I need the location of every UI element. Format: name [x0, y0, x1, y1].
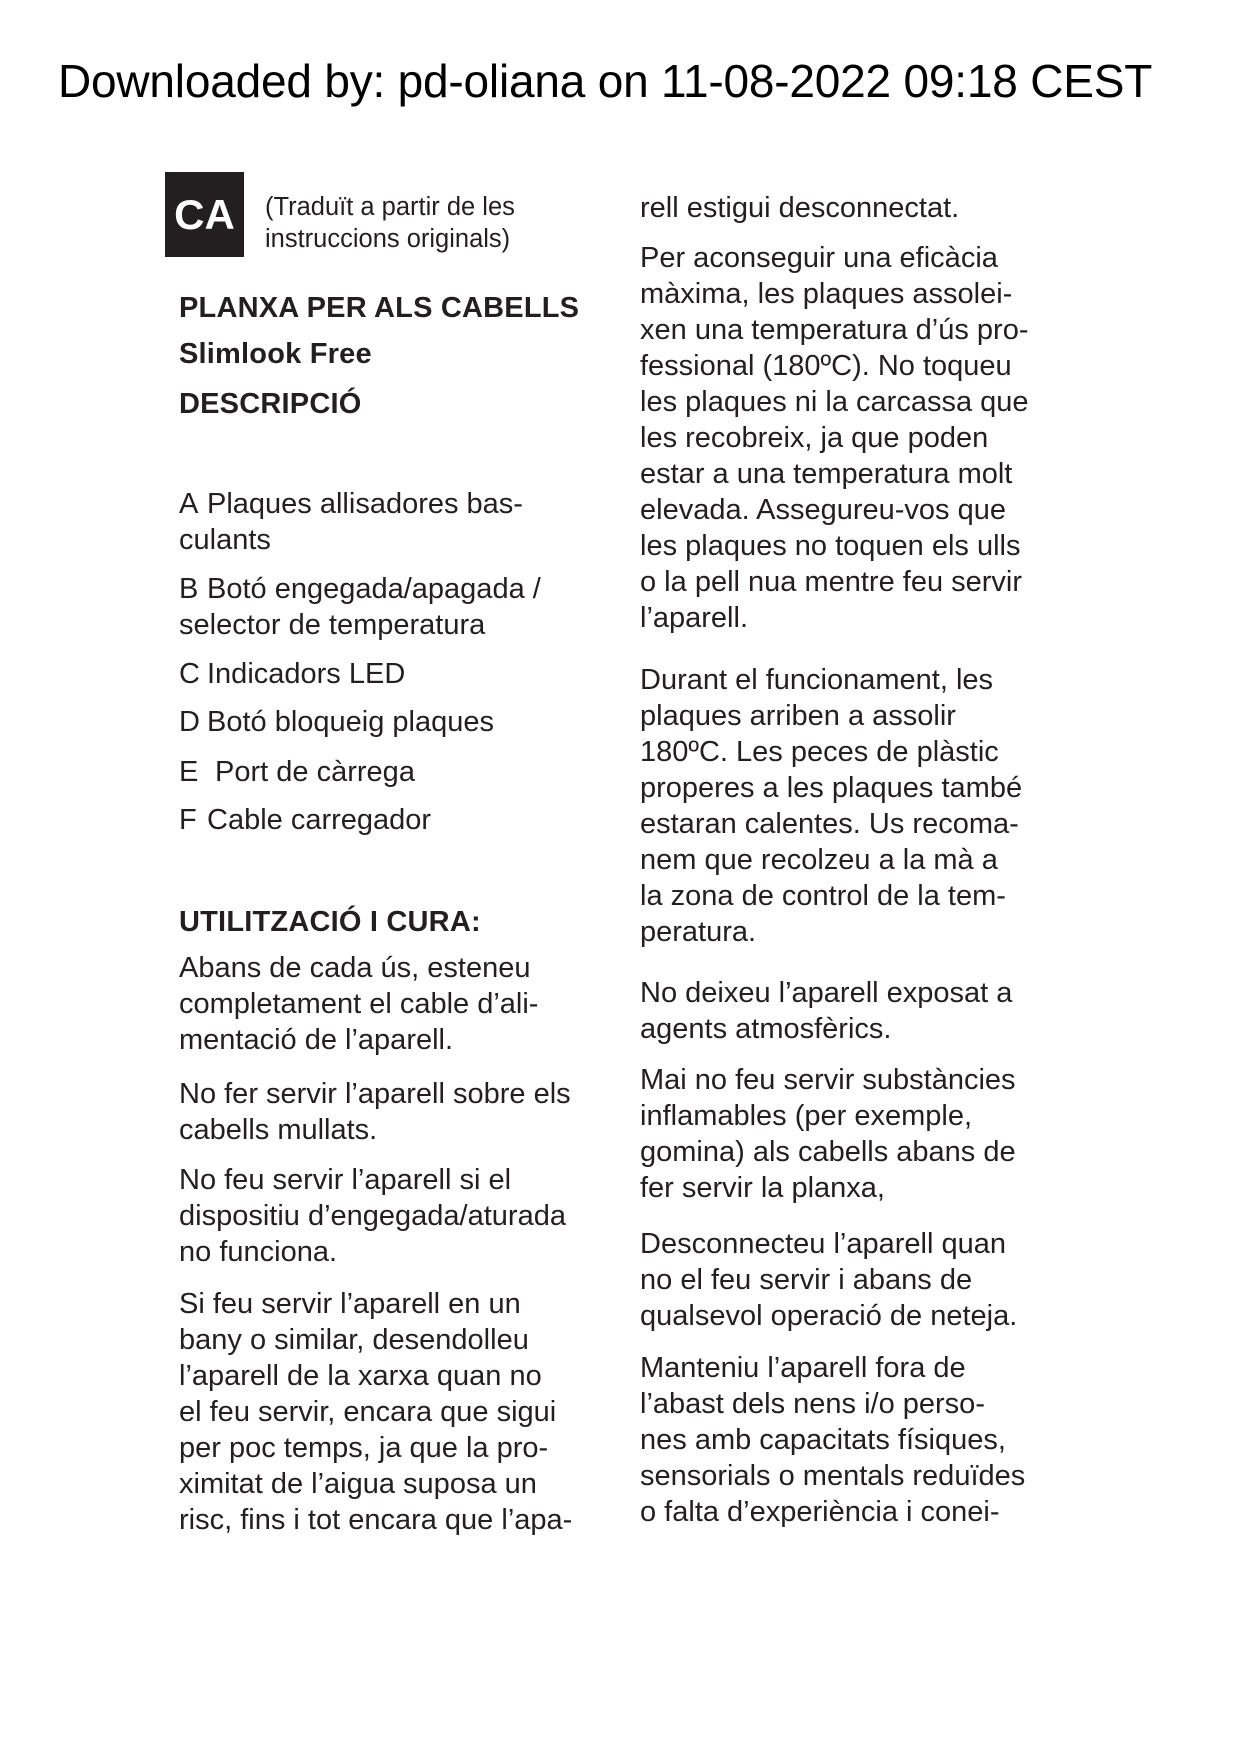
paragraph-line: risc, fins i tot encara que l’apa-: [179, 1504, 573, 1536]
paragraph-line: xen una temperatura d’ús pro-: [640, 314, 1029, 346]
usage-paragraph: [640, 1062, 1016, 1206]
description-item-a: [179, 486, 523, 558]
paragraph-line: o falta d’experiència i conei-: [640, 1496, 1000, 1528]
description-item-b: [179, 571, 541, 643]
paragraph-line: agents atmosfèrics.: [640, 1013, 892, 1045]
paragraph-line: gomina) als cabells abans de: [640, 1136, 1016, 1168]
paragraph-line: fer servir la planxa,: [640, 1172, 885, 1204]
usage-paragraph: [179, 1162, 566, 1270]
paragraph-line: dispositiu d’engegada/aturada: [179, 1200, 566, 1232]
paragraph-line: el feu servir, encara que sigui: [179, 1396, 557, 1428]
paragraph-line: No feu servir l’aparell si el: [179, 1164, 512, 1196]
paragraph-line: plaques arriben a assolir: [640, 700, 956, 732]
paragraph-line: bany o similar, desendolleu: [179, 1324, 529, 1356]
language-note-line: instruccions originals): [265, 225, 511, 253]
language-note-line: (Traduït a partir de les: [265, 193, 515, 221]
product-model: Slimlook Free: [179, 338, 372, 370]
paragraph-line: sensorials o mentals reduïdes: [640, 1460, 1026, 1492]
language-badge: CA: [165, 172, 244, 257]
item-letter: A: [179, 488, 199, 520]
paragraph-line: Desconnecteu l’aparell quan: [640, 1228, 1006, 1260]
paragraph-line: mentació de l’aparell.: [179, 1024, 454, 1056]
description-item-e: [179, 754, 415, 790]
usage-heading: UTILITZACIÓ I CURA:: [179, 906, 481, 938]
usage-paragraph: [640, 240, 1029, 636]
paragraph-line: Mai no feu servir substàncies: [640, 1064, 1016, 1096]
item-letter: B: [179, 573, 199, 605]
usage-paragraph: [640, 190, 959, 226]
paragraph-line: les plaques no toquen els ulls: [640, 530, 1021, 562]
paragraph-line: Abans de cada ús, esteneu: [179, 952, 531, 984]
item-letter: E: [179, 756, 199, 788]
paragraph-line: l’aparell.: [640, 602, 748, 634]
description-item-d: [179, 704, 494, 740]
item-text: selector de temperatura: [179, 609, 486, 641]
description-item-f: [179, 802, 431, 838]
paragraph-line: ximitat de l’aigua suposa un: [179, 1468, 537, 1500]
item-text: culants: [179, 524, 271, 556]
paragraph-line: màxima, les plaques assolei-: [640, 278, 1013, 310]
paragraph-line: l’abast dels nens i/o perso-: [640, 1388, 985, 1420]
paragraph-line: rell estigui desconnectat.: [640, 192, 960, 224]
paragraph-line: estaran calentes. Us recoma-: [640, 808, 1019, 840]
paragraph-line: cabells mullats.: [179, 1114, 378, 1146]
item-text: Port de càrrega: [207, 756, 415, 788]
paragraph-line: No deixeu l’aparell exposat a: [640, 977, 1013, 1009]
item-text: Botó engegada/apagada /: [207, 573, 541, 605]
paragraph-line: Durant el funcionament, les: [640, 664, 994, 696]
product-title: PLANXA PER ALS CABELLS: [179, 292, 580, 324]
download-watermark: Downloaded by: pd-oliana on 11-08-2022 09:18 CEST: [58, 55, 1153, 107]
paragraph-line: Per aconseguir una eficàcia: [640, 242, 998, 274]
item-letter: C: [179, 658, 200, 690]
item-letter: F: [179, 804, 197, 836]
paragraph-line: la zona de control de la tem-: [640, 880, 1006, 912]
usage-paragraph: [640, 1226, 1017, 1334]
item-letter: D: [179, 706, 200, 738]
usage-paragraph: [640, 975, 1012, 1047]
item-text: Botó bloqueig plaques: [207, 706, 495, 738]
paragraph-line: nem que recolzeu a la mà a: [640, 844, 998, 876]
paragraph-line: qualsevol operació de neteja.: [640, 1300, 1018, 1332]
paragraph-line: l’aparell de la xarxa quan no: [179, 1360, 542, 1392]
description-item-c: [179, 656, 405, 692]
paragraph-line: 180ºC. Les peces de plàstic: [640, 736, 999, 768]
item-text: Plaques allisadores bas-: [207, 488, 523, 520]
paragraph-line: no funciona.: [179, 1236, 338, 1268]
paragraph-line: inflamables (per exemple,: [640, 1100, 973, 1132]
paragraph-line: fessional (180ºC). No toqueu: [640, 350, 1012, 382]
paragraph-line: nes amb capacitats físiques,: [640, 1424, 1006, 1456]
usage-paragraph: [640, 1350, 1025, 1530]
paragraph-line: elevada. Assegureu-vos que: [640, 494, 1006, 526]
item-text: Cable carregador: [207, 804, 432, 836]
paragraph-line: peratura.: [640, 916, 757, 948]
item-text: Indicadors LED: [207, 658, 406, 690]
paragraph-line: properes a les plaques també: [640, 772, 1023, 804]
paragraph-line: completament el cable d’ali-: [179, 988, 539, 1020]
description-heading: DESCRIPCIÓ: [179, 388, 362, 420]
paragraph-line: o la pell nua mentre feu servir: [640, 566, 1023, 598]
usage-paragraph: [179, 950, 538, 1058]
paragraph-line: no el feu servir i abans de: [640, 1264, 973, 1296]
usage-paragraph: [179, 1286, 572, 1538]
paragraph-line: per poc temps, ja que la pro-: [179, 1432, 549, 1464]
usage-paragraph: [179, 1076, 571, 1148]
paragraph-line: Manteniu l’aparell fora de: [640, 1352, 966, 1384]
paragraph-line: Si feu servir l’aparell en un: [179, 1288, 521, 1320]
paragraph-line: estar a una temperatura molt: [640, 458, 1013, 490]
paragraph-line: les plaques ni la carcassa que: [640, 386, 1029, 418]
paragraph-line: les recobreix, ja que poden: [640, 422, 989, 454]
paragraph-line: No fer servir l’aparell sobre els: [179, 1078, 571, 1110]
usage-paragraph: [640, 662, 1022, 950]
language-note: [265, 191, 515, 255]
